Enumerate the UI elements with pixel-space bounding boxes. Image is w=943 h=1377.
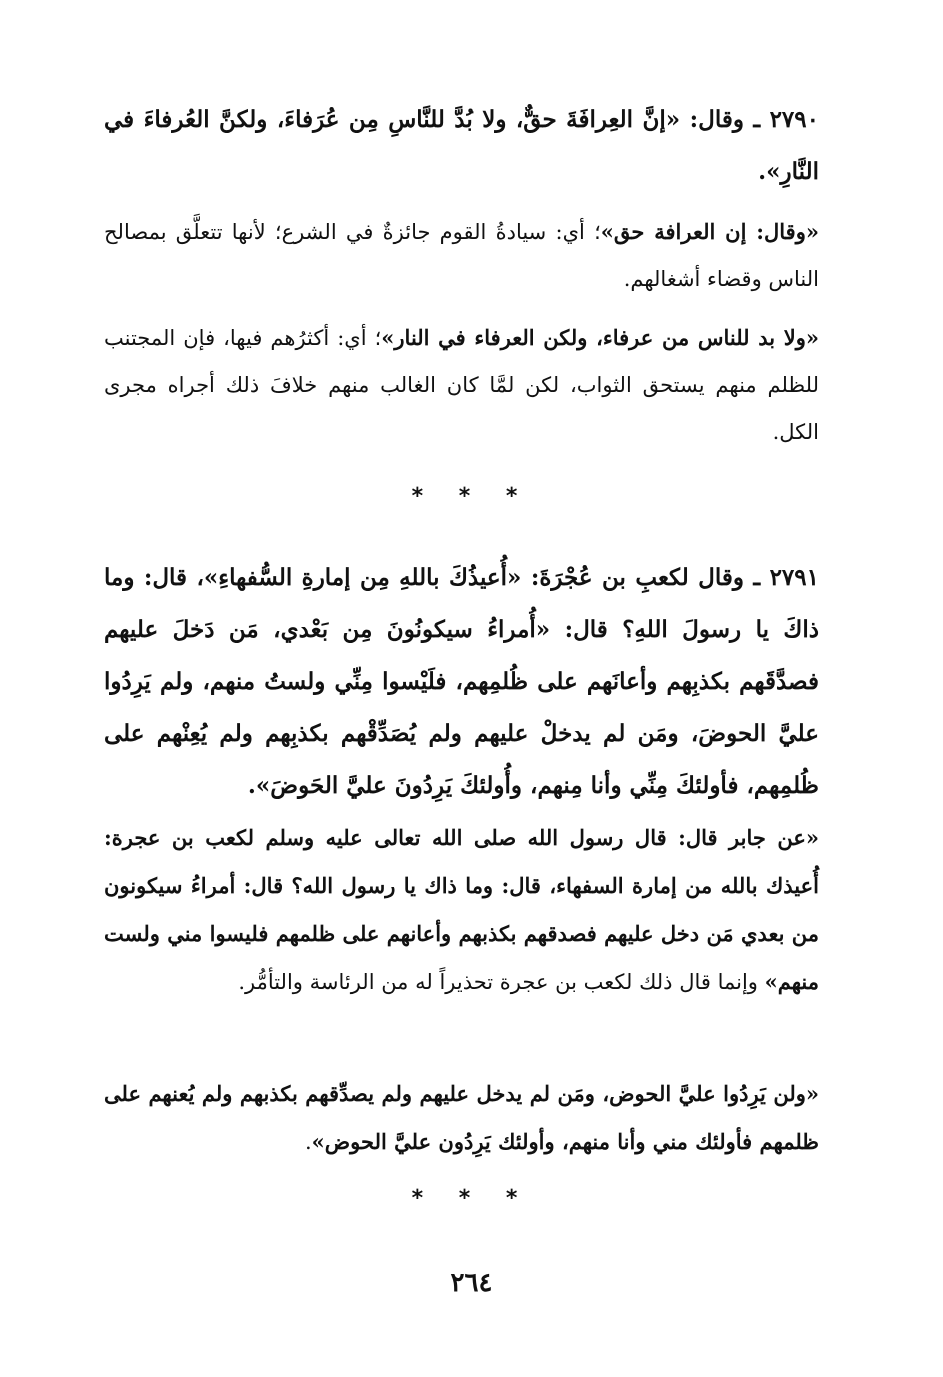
commentary-paragraph xyxy=(104,814,819,1006)
hadith-intro: وقال: xyxy=(680,106,744,133)
commentary-quote: «ولن يَرِدُوا عليَّ الحوض، ومَن لم يدخل عليهم ولم يصدِّقهم بكذبهم ولم يُعنهم على ظلمهم فأولئك مني وأنا منهم، وأولئك يَرِدُون عليَّ الحوض» xyxy=(104,1081,819,1154)
hadith-number: ٢٧٩٠ xyxy=(769,106,819,133)
commentary-quote: «وقال: إن العرافة حق» xyxy=(600,219,819,244)
hadith-2790 xyxy=(104,94,819,198)
commentary-text: . xyxy=(304,1130,312,1154)
commentary-text: ؛ أي: سيادةُ القوم جائزةٌ في الشرع؛ لأنها تتعلَّق بمصالح الناس وقضاء أشغالهم. xyxy=(104,220,819,291)
hadith-dash: ـ xyxy=(743,106,770,133)
commentary-text: وإنما قال ذلك لكعب بن عجرة تحذيراً له من الرئاسة والتأمُّر. xyxy=(238,970,765,994)
commentary-quote: «عن جابر قال: قال رسول الله صلى الله تعالى عليه وسلم لكعب بن عجرة: أُعيذك بالله من إمارة السفهاء، قال: وما ذاك يا رسول الله؟ قال: أمراءُ سيكونون من بعدي مَن دخل عليهم فصدقهم بكذبهم وأعانهم على ظلمهم فليسوا مني ولست منهم» xyxy=(104,825,819,994)
commentary-text: ؛ أي: أكثرُهم فيها، فإن المجتنب للظلم منهم يستحق الثواب، لكن لمَّا كان الغالب منهم خلافَ ذلك أجراه مجرى الكل. xyxy=(104,326,819,444)
section-separator: * * * xyxy=(411,484,532,509)
page-number: ٢٦٤ xyxy=(450,1268,493,1298)
hadith-text: «إنَّ العِرافَةَ حقٌّ، ولا بُدَّ للنَّاسِ مِن عُرَفاءَ، ولكنَّ العُرفاءَ في النَّارِ». xyxy=(104,106,819,185)
hadith-2791 xyxy=(104,552,819,812)
section-separator: * * * xyxy=(411,1186,532,1211)
hadith-text: وقال لكعبِ بن عُجْرَةَ: «أُعيذُكَ باللهِ مِن إمارةِ السُّفهاءِ»، قال: وما ذاكَ يا رسولَ اللهِ؟ قال: «أُمراءُ سيكونُونَ مِن بَعْدي، مَن دَخلَ عليهم فصدَّقَهم بكذبِهم وأعانَهم على ظُلمِهم، فلَيْسوا مِنِّي ولستُ منهم، ولم يَرِدُوا عليَّ الحوضَ، ومَن لم يدخلْ عليهم ولم يُصَدِّقْهم بكذبِهم ولم يُعِنْهم على ظُلمِهم، فأولئكَ مِنِّي وأنا مِنهم، وأُولئكَ يَرِدُونَ عليَّ الحَوضَ». xyxy=(104,564,819,799)
commentary-paragraph xyxy=(104,314,819,456)
commentary-paragraph xyxy=(104,208,819,303)
commentary-quote: «ولا بد للناس من عرفاء، ولكن العرفاء في النار» xyxy=(381,325,820,350)
hadith-number: ٢٧٩١ xyxy=(769,564,819,591)
hadith-dash: ـ xyxy=(744,564,770,591)
commentary-paragraph xyxy=(104,1070,819,1166)
